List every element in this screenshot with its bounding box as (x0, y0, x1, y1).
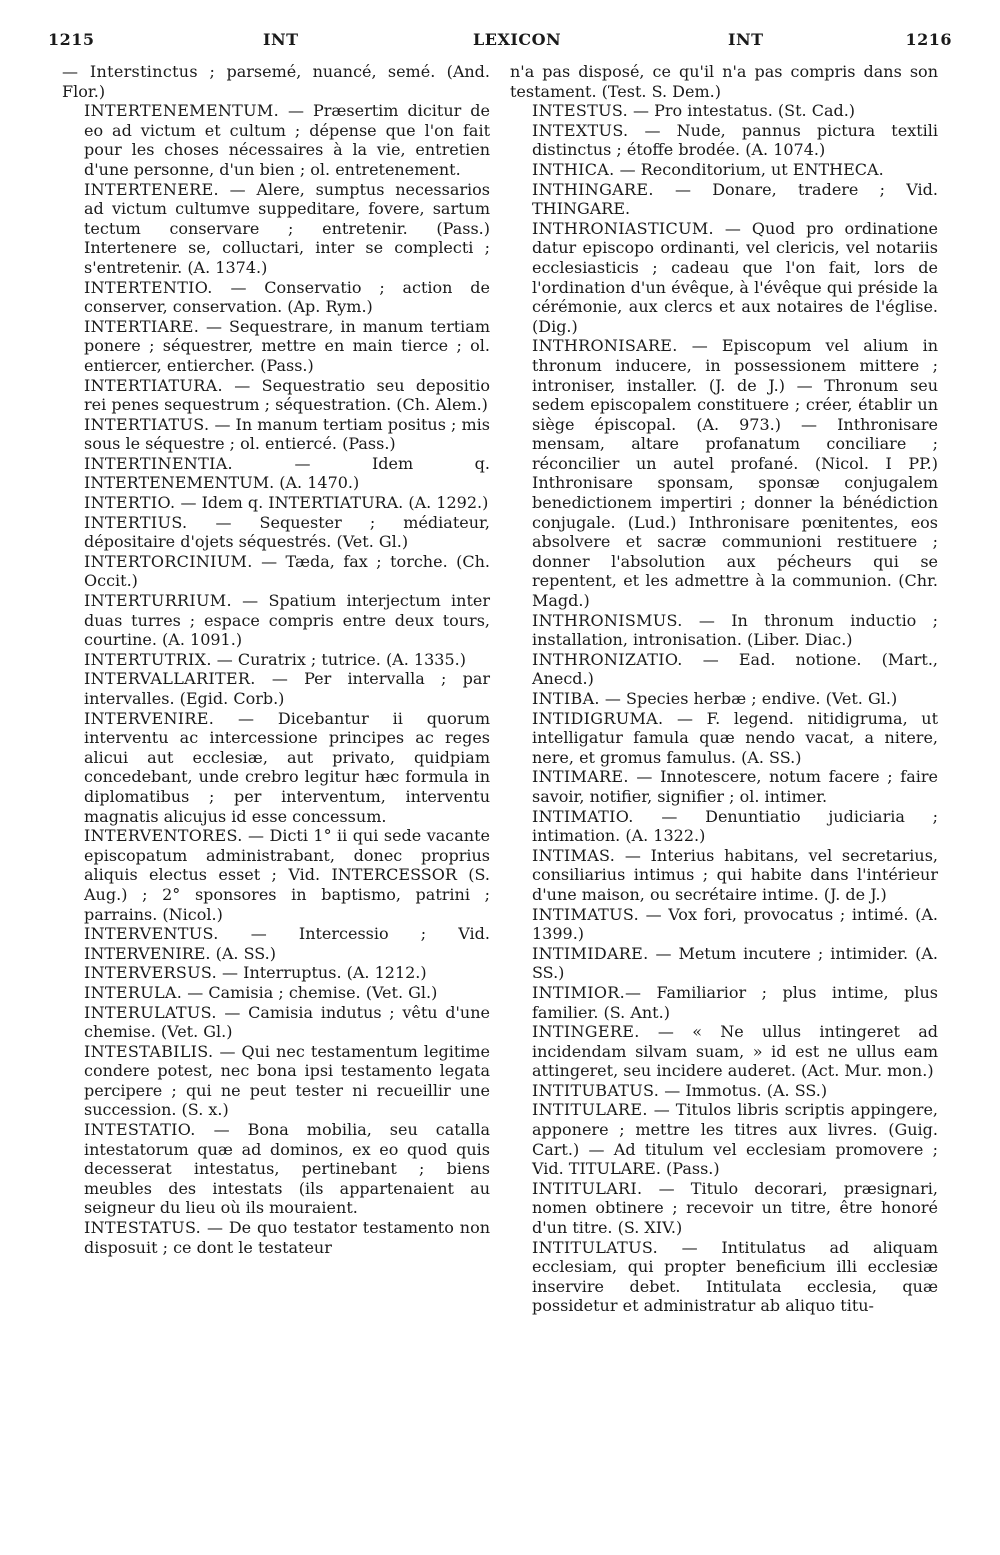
entry-definition: — De quo testator testamento non disposuit ; ce dont le testateur (84, 1218, 490, 1257)
entry-definition: — Interius habitans, vel secretarius, consiliarius intimus ; qui habite dans l'intérieur d'une maison, ou secrétaire intime. (J. de J.) (532, 845, 938, 904)
dictionary-entry (62, 513, 490, 552)
entry-headword: INTIMIDARE. (532, 943, 649, 963)
entry-headword: INTERVALLARITER. (84, 669, 256, 689)
entry-definition: — F. legend. nitidigruma, ut intelligatur famula quæ nendo vacat, a nitere, nere, et gromus famulus. (A. SS.) (532, 708, 938, 767)
dictionary-entry (510, 1238, 938, 1316)
dictionary-entry (510, 611, 938, 650)
left-column (62, 62, 490, 1257)
entry-definition: — Camisia indutus ; vêtu d'une chemise. (Vet. Gl.) (84, 1002, 490, 1042)
entry-definition: — Curatrix ; tutrice. (A. 1335.) (211, 649, 466, 669)
entry-headword: INTHRONIASTICUM. (532, 218, 714, 238)
entry-definition: — Idem q. INTERTENEMENTUM. (A. 1470.) (84, 453, 490, 493)
dictionary-entry (510, 180, 938, 219)
entry-definition: n'a pas disposé, ce qu'il n'a pas compris dans son testament. (Test. S. Dem.) (510, 62, 938, 101)
entry-definition: — Præsertim dicitur de eo ad victum et cultum ; dépense que l'on fait pour les choses nécessaires à la vie, entretien d'une personne, d'un bien ; ol. entretenement. (84, 101, 490, 179)
dictionary-entry (510, 219, 938, 337)
dictionary-entry (62, 826, 490, 924)
entry-definition: — Metum incutere ; intimider. (A. SS.) (532, 943, 938, 983)
entry-headword: INTITULARE. (532, 1100, 648, 1120)
entry-headword: INTIDIGRUMA. (532, 708, 664, 728)
entry-headword: INTERTIATUS. (84, 414, 210, 434)
dictionary-entry (62, 983, 490, 1003)
dictionary-entry (510, 709, 938, 768)
entry-definition: — Qui nec testamentum legitime condere potest, nec bona ipsi testamento legata percipere ; qui ne peut tester ni recueillir une succession. (S. x.) (84, 1041, 490, 1120)
entry-definition: — Nude, pannus pictura textili distinctus ; étoffe brodée. (A. 1074.) (532, 120, 938, 160)
entry-headword: INTIMATUS. (532, 904, 640, 924)
entry-headword: INTESTUS. (532, 101, 628, 121)
entry-definition: — Episcopum vel alium in thronum inducere, in possessionem mittere ; introniser, installer. (J. de J.) — Thronum seu sedem episcopalem constituere ; créer, établir un siège épiscopal. (A. 973.) — Inthronisare mensam, altare profanatum conciliare ; réconcilier un autel profané. (Nicol. I PP.) Inthronisare sponsam, sponsæ conjugalem benedictionem impertiri ; donner la bénédiction conjugale. (Lud.) Inthronisare pœnitentes, eos absolvere et sacræ communioni restituere ; donner l'absolution aux pécheurs qui se repentent, et les admettre à la communion. (Chr. Magd.) (532, 336, 938, 611)
dictionary-entry (510, 1179, 938, 1238)
entry-definition: — Reconditorium, ut ENTHECA. (614, 159, 884, 179)
dictionary-entry (62, 376, 490, 415)
entry-definition: — Bona mobilia, seu catalla intestatorum quæ ad dominos, ex eo quod quis decesserat intestatus, pertinebant ; biens meubles des intestats (ils appartenaient au seigneur du lieu où ils mouraient. (84, 1120, 490, 1218)
entry-headword: INTESTATUS. (84, 1218, 202, 1238)
dictionary-entry (62, 454, 490, 493)
entry-headword: INTERTIUS. (84, 512, 188, 532)
entry-headword: INTERVERSUS. (84, 963, 217, 983)
entry-definition: — Quod pro ordinatione datur episcopo ordinanti, vel clericis, vel notariis ecclesiasticis ; cadeau que l'on fait, lors de l'ordination d'un évêque, à l'évêque qui préside la cérémonie, aux clercs et aux notaires de l'église. (Dig.) (532, 218, 938, 336)
entry-headword: INTIMAS. (532, 845, 616, 865)
dictionary-entry (510, 1081, 938, 1101)
entry-headword: INTERTUTRIX. (84, 649, 212, 669)
entry-headword: INTERULA. (84, 982, 183, 1002)
entry-definition: — Alere, sumptus necessarios ad victum cultumve suppeditare, fovere, sartum tectum conservare ; entretenir. (Pass.) Intertenere se, colluctari, inter se complecti ; s'entretenir. (A. 1374.) (84, 179, 490, 277)
dictionary-entry (510, 807, 938, 846)
entry-definition: — Immotus. (A. SS.) (659, 1080, 828, 1100)
entry-definition: — Titulos libris scriptis appingere, apponere ; mettre les titres aux livres. (Guig. Cart.) — Ad titulum vel ecclesiam promovere ; Vid. TITULARE. (Pass.) (532, 1100, 938, 1179)
entry-headword: INTHICA. (532, 159, 615, 179)
dictionary-entry (62, 101, 490, 179)
dictionary-entry (62, 963, 490, 983)
entry-headword: INTIMIOR. (532, 982, 625, 1002)
entry-headword: INTIMATIO. (532, 806, 634, 826)
entry-definition: — Ead. notione. (Mart., Anecd.) (532, 649, 938, 689)
entry-headword: INTERTENTIO. (84, 277, 213, 297)
dictionary-entry (510, 1100, 938, 1178)
entry-headword: INTEXTUS. (532, 120, 629, 140)
entry-definition: — Sequestratio seu depositio rei penes sequestrum ; séquestration. (Ch. Alem.) (84, 375, 490, 415)
dictionary-entry (62, 669, 490, 708)
entry-definition: — Intitulatus ad aliquam ecclesiam, qui propter beneficium illi ecclesiæ inservire debet. Intitulata ecclesia, quæ possidetur et administratur ab aliquo titu- (532, 1237, 938, 1316)
entry-headword: INTERTURRIUM. (84, 591, 232, 611)
entry-definition: — Pro intestatus. (St. Cad.) (627, 101, 856, 121)
entry-definition: — Camisia ; chemise. (Vet. Gl.) (182, 982, 438, 1002)
entry-headword: INTHRONISARE. (532, 336, 678, 356)
entry-headword: INTERTENEMENTUM. (84, 101, 279, 121)
right-column (510, 62, 938, 1316)
dictionary-entry (62, 180, 490, 278)
entry-definition: — Denuntiatio judiciaria ; intimation. (A. 1322.) (532, 806, 938, 846)
dictionary-entry (510, 1022, 938, 1081)
entry-headword: INTESTATIO. (84, 1120, 196, 1140)
entry-definition: — Idem q. INTERTIATURA. (A. 1292.) (175, 493, 489, 513)
entry-definition: — In thronum inductio ; installation, intronisation. (Liber. Diac.) (532, 610, 938, 650)
entry-headword: INTIBA. (532, 689, 600, 708)
page-number-left: 1215 (48, 30, 95, 49)
entry-headword: INTERVENTORES. (84, 826, 243, 846)
dictionary-entry (62, 552, 490, 591)
entry-headword: INTHINGARE. (532, 179, 654, 199)
running-title: LEXICON (473, 30, 562, 49)
entry-headword: INTERVENTUS. (84, 924, 219, 944)
dictionary-entry (62, 591, 490, 650)
dictionary-entry (62, 62, 490, 101)
entry-definition: — Sequester ; médiateur, dépositaire d'ojets séquestrés. (Vet. Gl.) (84, 512, 490, 552)
entry-headword: INTITUBATUS. (532, 1080, 660, 1100)
entry-definition: — In manum tertiam positus ; mis sous le séquestre ; ol. entiercé. (Pass.) (84, 414, 490, 454)
entry-headword: INTINGERE. (532, 1022, 640, 1042)
dictionary-entry (62, 1120, 490, 1218)
dictionary-entry (510, 983, 938, 1022)
dictionary-entry (62, 709, 490, 827)
entry-headword: INTERULATUS. (84, 1002, 217, 1022)
entry-definition: — Vox fori, provocatus ; intimé. (A. 1399.) (532, 904, 938, 944)
dictionary-entry (510, 121, 938, 160)
dictionary-entry (510, 101, 938, 121)
entry-definition: — Dicebantur ii quorum interventu ac intercessione principes ac reges alicui aut ecclesiæ, aut privato, quidpiam concedebant, unde crebro legitur hæc formula in diplomatibus ; per interventum, interventu magnatis alicujus id esse concessum. (84, 708, 490, 826)
entry-headword: INTERVENIRE. (84, 708, 215, 728)
entry-definition: parsemé, nuancé, semé. (And. Flor.) (62, 62, 491, 101)
running-head-left: INT (263, 30, 299, 49)
entry-headword: INTHRONISMUS. (532, 610, 683, 630)
entry-headword: INTIMARE. (532, 767, 629, 787)
entry-headword: INTERTIARE. (84, 316, 200, 336)
entry-headword: INTITULATUS. (532, 1237, 659, 1257)
entry-headword: INTERTIO. (84, 493, 176, 513)
entry-definition: — Titulo decorari, præsignari, nomen obtinere ; recevoir un titre, être honoré d'un titre. (S. XIV.) (532, 1178, 938, 1238)
dictionary-entry (510, 944, 938, 983)
dictionary-entry (62, 493, 490, 513)
dictionary-entry (510, 160, 938, 180)
dictionary-entry (62, 317, 490, 376)
entry-definition: — Sequestrare, in manum tertiam ponere ; séquestrer, mettre en main tierce ; ol. entiercer, entiercher. (Pass.) (84, 316, 490, 375)
dictionary-entry (510, 650, 938, 689)
entry-definition: — Innotescere, notum facere ; faire savoir, notifier, signifier ; ol. intimer. (532, 767, 938, 806)
page-number-right: 1216 (905, 30, 952, 49)
entry-definition: — Donare, tradere ; Vid. THINGARE. (532, 179, 938, 219)
dictionary-entry (62, 1218, 490, 1257)
entry-headword: INTESTABILIS. (84, 1041, 214, 1061)
dictionary-entry (510, 905, 938, 944)
entry-headword: INTERTORCINIUM. (84, 551, 253, 571)
entry-definition: — Per intervalla ; par intervalles. (Egid. Corb.) (84, 669, 490, 708)
dictionary-entry (62, 415, 490, 454)
entry-definition: — Conservatio ; action de conserver, conservation. (Ap. Rym.) (84, 277, 490, 317)
entry-headword: INTERTIATURA. (84, 375, 223, 395)
entry-headword: INTERTINENTIA. (84, 453, 233, 473)
entry-headword: — Interstinctus ; (62, 62, 216, 81)
entry-definition: — Dicti 1° ii qui sede vacante episcopatum administrabant, donec proprius aliquis electus esset ; Vid. INTERCESSOR (S. Aug.) ; 2° sponsores in baptismo, patrini ; parrains. (Nicol.) (84, 826, 490, 924)
dictionary-entry (510, 689, 938, 709)
entry-definition: — Spatium interjectum inter duas turres ; espace compris entre deux tours, courtine. (A. 1091.) (84, 591, 490, 650)
entry-definition: — Intercessio ; Vid. INTERVENIRE. (A. SS.) (84, 924, 490, 963)
entry-headword: INTITULARI. (532, 1178, 643, 1198)
dictionary-entry (62, 278, 490, 317)
dictionary-entry (510, 336, 938, 610)
running-head-right: INT (728, 30, 764, 49)
entry-definition: — Familiarior ; plus intime, plus familier. (S. Ant.) (532, 982, 938, 1022)
entry-definition: — Interruptus. (A. 1212.) (216, 963, 427, 983)
entry-headword: INTERTENERE. (84, 179, 219, 199)
dictionary-entry (62, 1042, 490, 1120)
entry-headword: INTHRONIZATIO. (532, 649, 683, 669)
dictionary-entry (510, 62, 938, 101)
entry-definition: — Species herbæ ; endive. (Vet. Gl.) (599, 689, 898, 708)
dictionary-entry (62, 650, 490, 670)
dictionary-entry (510, 767, 938, 806)
dictionary-entry (62, 924, 490, 963)
dictionary-entry (62, 1003, 490, 1042)
entry-definition: — Tæda, fax ; torche. (Ch. Occit.) (84, 551, 490, 591)
dictionary-entry (510, 846, 938, 905)
entry-definition: — « Ne ullus intingeret ad incidendam silvam suam, » id est ne ullus eam attingeret, seu incidere auderet. (Act. Mur. mon.) (532, 1022, 938, 1081)
page-header (48, 30, 952, 58)
